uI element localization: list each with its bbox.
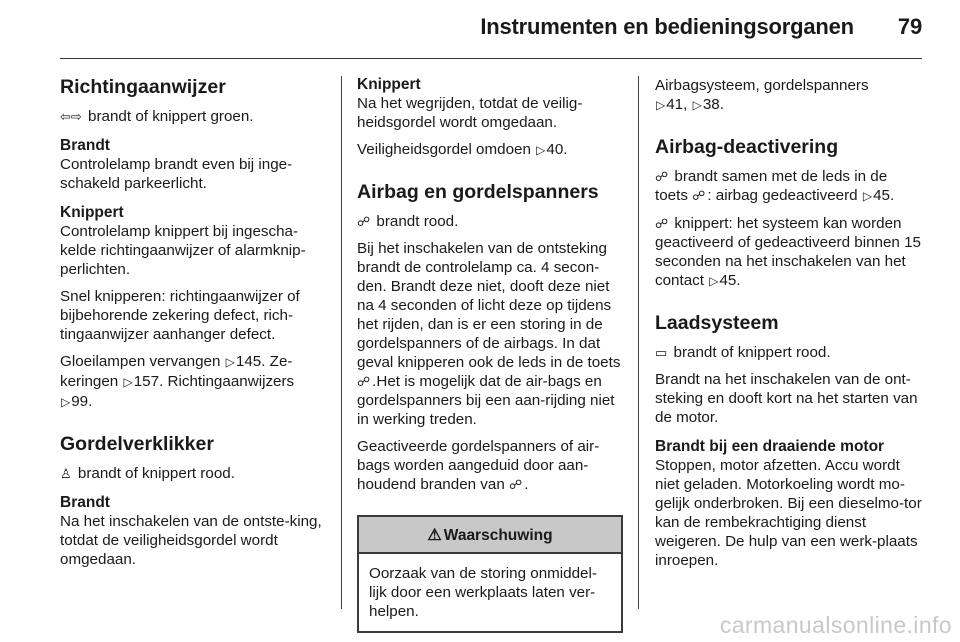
column-divider-1	[341, 76, 342, 609]
column-divider-2	[638, 76, 639, 609]
paragraph-geactiveerd: Geactiveerde gordelspanners of air-bags worden aangeduid door aan-houdend branden van ☍ .	[357, 438, 600, 493]
reference-arrow-icon: ▷	[225, 355, 235, 369]
paragraph-deactivation-blink: ☍ knippert: het systeem kan worden geactiveerd of gedeactiveerd binnen 15 seconden na het inschakelen van het contact ▷45.	[655, 215, 921, 289]
subheading-knippert: Knippert	[60, 204, 124, 221]
subheading-seatbelt-brandt: Brandt	[60, 494, 110, 511]
paragraph-airbag-reference: Airbagsysteem, gordelspanners ▷41, ▷38.	[655, 77, 869, 113]
reference-arrow-icon: ▷	[61, 395, 71, 409]
turn-signal-icon: ⇦⇨	[60, 109, 82, 124]
warning-title: ⚠ Waarschuwing	[359, 517, 621, 554]
paragraph-seatbelt-brandt: Na het inschakelen van de ontste-king, totdat de veiligheidsgordel wordt omgedaan.	[60, 513, 322, 568]
paragraph-omdoen: Veiligheidsgordel omdoen ▷40.	[357, 141, 568, 158]
battery-icon: ▭	[655, 345, 668, 360]
paragraph-ontsteking: Bij het inschakelen van de ontsteking brandt de controlelamp ca. 4 secon-den. Brandt deze niet, dooft deze niet na 4 seconden of licht deze op tijdens het rijden, dan is er een storing in de gordelspanners of de airbags. In dat geval knipperen ook de leds in de toets ☍ .Het is mogelijk dat de air-bags en gordelspanners bij een aan-rijding niet in werking treden.	[357, 240, 621, 428]
reference-arrow-icon: ▷	[536, 143, 546, 157]
section-heading-airbag: Airbag en gordelspanners	[357, 181, 599, 203]
subheading-knippert-2: Knippert	[357, 76, 421, 93]
turn-signal-status: ⇦⇨ brandt of knippert groen.	[60, 108, 254, 125]
section-heading-turn-signal: Richtingaanwijzer	[60, 76, 226, 98]
paragraph-gloeilampen: Gloeilampen vervangen ▷145. Ze-keringen ▷157. Richtingaanwijzers ▷99.	[60, 353, 295, 410]
seatbelt-icon: ♙	[60, 466, 72, 481]
airbag-off-icon: ☍	[655, 169, 669, 184]
airbag-status: ☍ brandt rood.	[357, 213, 459, 230]
seatbelt-status: ♙ brandt of knippert rood.	[60, 465, 235, 482]
airbag-off-icon: ☍	[692, 188, 706, 203]
paragraph-engine-running: Stoppen, motor afzetten. Accu wordt niet geladen. Motorkoeling wordt mo-gelijk onderbroken. Bij een dieselmo-tor kan de rembekrachtiging dienst weigeren. De hulp van een werk-plaats inroepen.	[655, 457, 922, 569]
paragraph-knippert-2: Na het wegrijden, totdat de veilig-heidsgordel wordt omgedaan.	[357, 95, 583, 131]
charging-status: ▭ brandt of knippert rood.	[655, 344, 831, 361]
section-heading-airbag-deactivation: Airbag-deactivering	[655, 136, 839, 158]
warning-body: Oorzaak van de storing onmiddel-lijk door een werkplaats laten ver-helpen.	[369, 565, 597, 620]
page-header	[480, 14, 922, 40]
airbag-icon: ☍	[509, 477, 523, 492]
header-divider	[60, 58, 922, 59]
reference-arrow-icon: ▷	[692, 98, 702, 112]
airbag-off-icon: ☍	[655, 216, 669, 231]
paragraph-knippert: Controlelamp knippert bij ingescha-kelde richtingaanwijzer of alarmknip-perlichten.	[60, 223, 306, 278]
reference-arrow-icon: ▷	[123, 375, 133, 389]
section-heading-seatbelt: Gordelverklikker	[60, 433, 214, 455]
reference-arrow-icon: ▷	[862, 189, 873, 203]
reference-arrow-icon: ▷	[656, 98, 666, 112]
watermark: carmanualsonline.info	[719, 612, 952, 638]
paragraph-charging: Brandt na het inschakelen van de ont-steking en dooft kort na het starten van de motor.	[655, 371, 918, 426]
warning-box	[357, 515, 623, 633]
paragraph-snel: Snel knipperen: richtingaanwijzer of bijbehorende zekering defect, rich-tingaanwijzer aanhanger defect.	[60, 288, 300, 343]
paragraph-deactivation: ☍ brandt samen met de leds in de toets ☍ : airbag gedeactiveerd ▷45.	[655, 168, 895, 204]
subheading-engine-running: Brandt bij een draaiende motor	[655, 438, 885, 455]
subheading-brandt: Brandt	[60, 137, 110, 154]
paragraph-brandt: Controlelamp brandt even bij inge-schakeld parkeerlicht.	[60, 156, 293, 192]
column-2	[357, 76, 625, 633]
airbag-off-icon: ☍	[357, 374, 371, 389]
airbag-icon: ☍	[357, 214, 371, 229]
reference-arrow-icon: ▷	[709, 274, 719, 288]
section-heading-charging: Laadsysteem	[655, 312, 779, 334]
warning-icon: ⚠	[427, 527, 442, 544]
column-3	[655, 76, 923, 570]
column-1	[60, 76, 328, 569]
page-number: 79	[897, 14, 922, 39]
page-title: Instrumenten en bedieningsorganen	[480, 14, 854, 39]
